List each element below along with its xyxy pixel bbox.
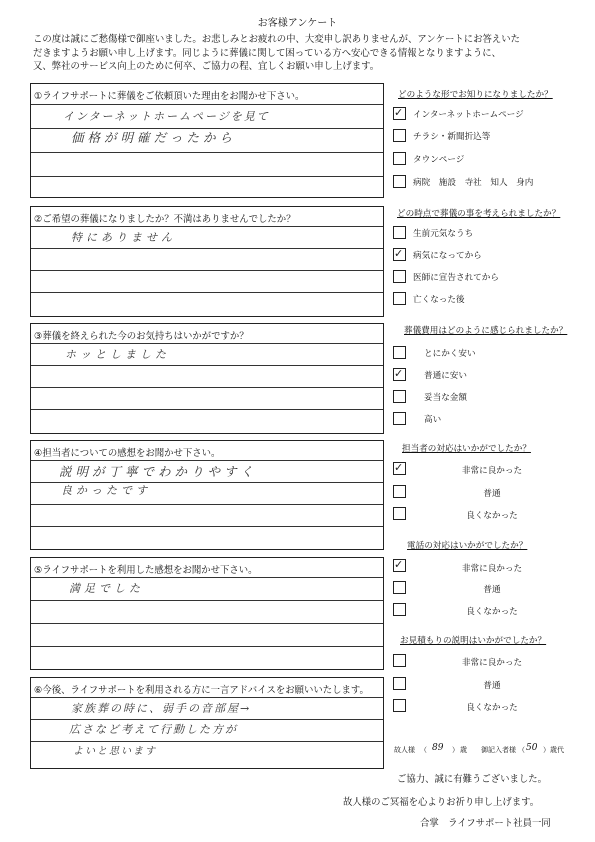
handwritten-answer[interactable]: 良かったです (61, 484, 151, 497)
handwritten-answer[interactable]: インターネットホームページを見て (63, 110, 270, 123)
checkbox[interactable] (393, 175, 406, 188)
option-label: タウンページ (413, 155, 465, 165)
intro-line: この度は誠にご愁傷様で御座いました。お悲しみとお疲れの中、大変申し訳ありませんが、アンケートにお答えいた (33, 34, 520, 45)
option-label: 普通 (483, 489, 501, 499)
option-label: 妥当な金額 (424, 393, 467, 403)
option-label: 良くなかった (466, 511, 518, 521)
side-question: 電話の対応はいかがでしたか？ (407, 541, 528, 551)
question-label: ⑥今後、ライフサポートを利用される方に一言アドバイスをお願いいたします。 (34, 685, 369, 696)
option-label: 良くなかった (466, 607, 518, 617)
deceased-age-value[interactable]: 89 (432, 743, 444, 753)
side-question: 担当者の対応はいかがでしたか？ (402, 444, 531, 454)
handwritten-answer[interactable]: 価格が明確だったから (71, 130, 237, 145)
option-label: 非常に良かった (461, 466, 523, 476)
checkbox[interactable] (393, 152, 406, 165)
handwritten-answer[interactable]: 満足でした (69, 582, 144, 595)
intro-text (33, 33, 573, 74)
handwritten-answer[interactable]: 広さなど考えて行動した方が (69, 723, 238, 736)
question-box-5 (30, 557, 384, 670)
side-question: どの時点で葬儀の事を考えられましたか？ (397, 209, 561, 219)
question-label: ③葬儀を終えられた今のお気持ちはいかがですか？ (34, 331, 249, 342)
question-label: ②ご希望の葬儀になりましたか？不満はありませんでしたか？ (34, 214, 296, 225)
option-label: 病院 施設 寺社 知人 身内 (413, 178, 534, 188)
question-label: ①ライフサポートに葬儀をご依頼頂いた理由をお聞かせ下さい。 (34, 91, 305, 102)
side-question: どのような形でお知りになりましたか？ (398, 90, 553, 100)
checkbox[interactable] (393, 412, 406, 425)
option-label: 良くなかった (466, 703, 518, 713)
checkbox[interactable] (393, 699, 406, 712)
question-box-2 (30, 206, 384, 317)
intro-line: だきますようお願い申し上げます。同じように葬儀に関して困っている方へ安心できる情報となりますように、 (33, 47, 502, 59)
question-box-6 (30, 677, 384, 769)
handwritten-answer[interactable]: よいと思います (73, 746, 157, 757)
option-label: 非常に良かった (461, 658, 523, 668)
checkbox[interactable] (393, 390, 406, 403)
question-label: ⑤ライフサポートを利用した感想をお聞かせ下さい。 (34, 565, 258, 576)
question-box-1 (30, 83, 384, 198)
option-label: 高い (424, 415, 442, 425)
option-label: 亡くなった後 (413, 295, 465, 305)
option-label: 普通 (483, 585, 501, 595)
handwritten-answer[interactable]: 家族葬の時に、弱手の音部屋→ (71, 702, 252, 715)
handwritten-answer[interactable]: 特にありません (71, 231, 176, 244)
intro-line: 又、弊社のサービス向上のために何卒、ご協力の程、宜しくお願い申し上げます。 (33, 61, 380, 72)
page-title: お客様アンケート (257, 18, 338, 29)
writer-age-label: 御記入者様 (481, 746, 516, 754)
writer-age-unit: 歳代 (550, 746, 564, 754)
checkbox[interactable] (393, 603, 406, 616)
check-mark-icon: ✓ (394, 461, 404, 474)
question-box-4 (30, 440, 384, 550)
thanks-text: ご協力、誠に有難うございました。 (397, 774, 548, 785)
checkbox[interactable] (393, 677, 406, 690)
checkbox[interactable] (393, 129, 406, 142)
checkbox[interactable] (393, 270, 406, 283)
checkbox[interactable] (393, 485, 406, 498)
checkbox[interactable] (393, 226, 406, 239)
handwritten-answer[interactable]: ホッとしました (65, 348, 170, 361)
option-label: 普通 (483, 681, 501, 691)
checkbox[interactable] (393, 292, 406, 305)
prayer-text: 故人様のご冥福を心よりお祈り申し上げます。 (343, 797, 540, 808)
side-question: 葬儀費用はどのように感じられましたか？ (404, 326, 568, 336)
option-label: とにかく安い (424, 349, 476, 359)
age-unit: 歳 (460, 746, 467, 754)
check-mark-icon: ✓ (394, 106, 404, 119)
handwritten-answer[interactable]: 説明が丁寧でわかりやすく (59, 464, 258, 479)
check-mark-icon: ✓ (394, 367, 404, 380)
checkbox[interactable] (393, 346, 406, 359)
check-mark-icon: ✓ (394, 558, 404, 571)
question-box-3 (30, 323, 384, 434)
signature-text: 合掌 ライフサポート社員一同 (420, 818, 551, 829)
checkbox[interactable] (393, 654, 406, 667)
deceased-age-label: 故人様 (394, 746, 415, 754)
option-label: 医師に宣告されてから (413, 273, 499, 283)
option-label: 生前元気なうち (413, 229, 474, 239)
option-label: 非常に良かった (461, 564, 523, 574)
checkbox[interactable] (393, 581, 406, 594)
option-label: 普通に安い (424, 371, 467, 381)
checkbox[interactable] (393, 507, 406, 520)
check-mark-icon: ✓ (394, 247, 404, 260)
option-label: 病気になってから (413, 251, 482, 261)
writer-age-value[interactable]: 50 (526, 743, 538, 753)
question-label: ④担当者についての感想をお聞かせ下さい。 (34, 448, 221, 459)
side-question: お見積もりの説明はいかがでしたか？ (400, 636, 547, 646)
option-label: チラシ・新聞折込等 (413, 132, 491, 142)
option-label: インターネットホームページ (413, 110, 524, 120)
